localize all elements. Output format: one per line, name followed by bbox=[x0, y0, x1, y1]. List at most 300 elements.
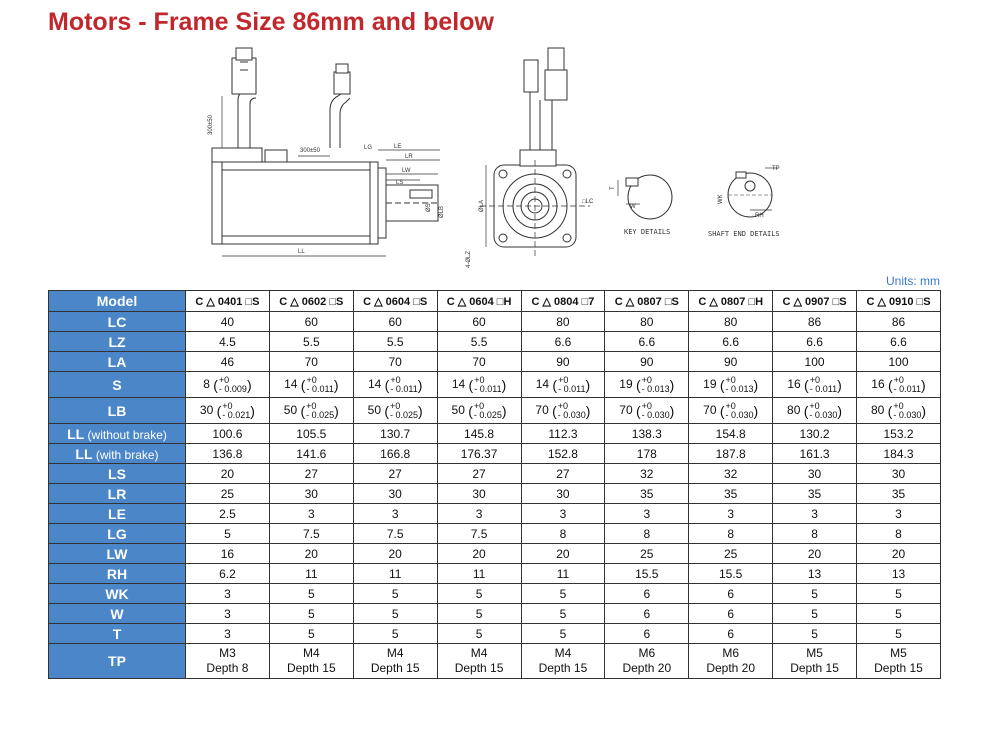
triangle-icon: △ bbox=[877, 295, 886, 308]
table-cell: 70 bbox=[269, 352, 353, 372]
table-cell: 8 bbox=[689, 524, 773, 544]
row-label-lz bbox=[49, 332, 186, 352]
table-cell: 6 bbox=[605, 604, 689, 624]
row-label-t bbox=[49, 624, 186, 644]
tolerance-upper: +0 bbox=[390, 400, 401, 411]
table-cell bbox=[521, 372, 605, 398]
row-label-text: LB bbox=[107, 402, 127, 419]
tolerance-lower: - 0.025 bbox=[390, 409, 419, 420]
tap-size: M5 bbox=[890, 646, 907, 660]
table-cell: 70 bbox=[353, 352, 437, 372]
table-cell: 20 bbox=[773, 544, 857, 564]
tap-size: M4 bbox=[386, 646, 404, 660]
ll-label: LL bbox=[298, 249, 305, 255]
close-paren: ) bbox=[585, 402, 591, 419]
row-label-text: T bbox=[112, 625, 122, 642]
table-cell: 46 bbox=[186, 352, 270, 372]
key-details-drawing bbox=[618, 175, 672, 219]
row-label-lc bbox=[49, 312, 186, 332]
table-cell bbox=[689, 372, 773, 398]
table-row bbox=[49, 624, 941, 644]
table-cell bbox=[437, 644, 521, 679]
tolerance bbox=[474, 376, 501, 394]
row-label-text: LL bbox=[75, 445, 93, 462]
table-cell: 8 bbox=[521, 524, 605, 544]
close-paren: ) bbox=[921, 402, 927, 419]
table-cell: 153.2 bbox=[857, 424, 941, 444]
row-label-text: LC bbox=[107, 313, 127, 330]
w-key-label: W bbox=[630, 204, 636, 210]
row-label-ll bbox=[49, 424, 186, 444]
table-cell: 100 bbox=[773, 352, 857, 372]
tolerance-upper: +0 bbox=[725, 400, 736, 411]
table-cell: 13 bbox=[773, 564, 857, 584]
model-suffix: H bbox=[503, 295, 512, 308]
model-code: 0602 bbox=[298, 295, 330, 308]
tolerance-upper: +0 bbox=[306, 374, 317, 385]
model-prefix: C bbox=[446, 295, 458, 308]
model-code: 0604 bbox=[466, 295, 497, 308]
motor-front-view bbox=[480, 48, 590, 256]
table-cell: 5 bbox=[773, 624, 857, 644]
close-paren: ) bbox=[333, 376, 339, 393]
model-prefix: C bbox=[279, 295, 291, 308]
table-cell bbox=[605, 644, 689, 679]
table-cell bbox=[353, 372, 437, 398]
close-paren: ) bbox=[669, 402, 675, 419]
table-cell bbox=[773, 644, 857, 679]
triangle-icon: △ bbox=[290, 295, 299, 308]
table-cell: 145.8 bbox=[437, 424, 521, 444]
tolerance-lower: - 0.030 bbox=[809, 409, 838, 420]
table-cell: 80 bbox=[605, 312, 689, 332]
tolerance-lower: - 0.013 bbox=[725, 383, 754, 394]
table-cell: 30 bbox=[437, 484, 521, 504]
s-label: ØS bbox=[426, 203, 432, 212]
table-cell: 40 bbox=[186, 312, 270, 332]
box-icon: □ bbox=[664, 295, 672, 308]
model-cell bbox=[689, 291, 773, 312]
open-paren: ( bbox=[468, 402, 473, 419]
row-label-lr bbox=[49, 484, 186, 504]
table-cell: 30 bbox=[269, 484, 353, 504]
tolerance bbox=[222, 402, 250, 420]
table-cell: 5 bbox=[521, 584, 605, 604]
table-cell: 5 bbox=[773, 604, 857, 624]
table-cell: 15.5 bbox=[605, 564, 689, 584]
table-cell: 6 bbox=[689, 624, 773, 644]
table-row bbox=[49, 372, 941, 398]
model-prefix: C bbox=[866, 295, 878, 308]
model-cell bbox=[437, 291, 521, 312]
table-cell: 25 bbox=[186, 484, 270, 504]
open-paren: ( bbox=[552, 376, 558, 393]
tap-depth: Depth 20 bbox=[706, 661, 756, 675]
table-cell: 3 bbox=[186, 624, 270, 644]
tolerance-upper: +0 bbox=[809, 374, 820, 385]
table-row bbox=[49, 444, 941, 464]
cell-value: 19 bbox=[703, 376, 720, 391]
table-cell bbox=[437, 372, 521, 398]
table-cell: 15.5 bbox=[689, 564, 773, 584]
table-cell: 3 bbox=[773, 504, 857, 524]
row-label-text: LZ bbox=[108, 333, 126, 350]
table-cell: 11 bbox=[437, 564, 521, 584]
table-cell: 136.8 bbox=[186, 444, 270, 464]
tolerance-upper: +0 bbox=[893, 400, 904, 411]
le-label: LE bbox=[394, 144, 402, 150]
table-cell: 152.8 bbox=[521, 444, 605, 464]
box-icon: □ bbox=[916, 295, 924, 308]
open-paren: ( bbox=[803, 402, 809, 419]
row-label-text: S bbox=[112, 376, 122, 393]
tolerance bbox=[726, 376, 754, 394]
close-paren: ) bbox=[501, 402, 507, 419]
header-model-label: Model bbox=[49, 291, 186, 312]
table-cell: 60 bbox=[269, 312, 353, 332]
open-paren: ( bbox=[213, 376, 218, 393]
triangle-icon: △ bbox=[542, 295, 551, 308]
wk-label: WK bbox=[718, 194, 724, 204]
table-cell bbox=[773, 398, 857, 424]
tap-size: M3 bbox=[219, 646, 236, 660]
table-cell: 90 bbox=[521, 352, 605, 372]
row-label-lw bbox=[49, 544, 186, 564]
table-cell: 5 bbox=[437, 624, 521, 644]
table-cell: 30 bbox=[857, 464, 941, 484]
tolerance-upper: +0 bbox=[306, 400, 317, 411]
table-cell: 7.5 bbox=[269, 524, 353, 544]
tolerance-upper: +0 bbox=[473, 400, 485, 411]
table-row bbox=[49, 504, 941, 524]
model-cell bbox=[605, 291, 689, 312]
open-paren: ( bbox=[216, 402, 222, 419]
tolerance-upper: +0 bbox=[557, 400, 569, 411]
cell-value: 50 bbox=[367, 402, 385, 417]
row-label-s bbox=[49, 372, 186, 398]
model-code: 0804 bbox=[550, 295, 582, 308]
table-cell: 25 bbox=[689, 544, 773, 564]
table-cell: 5 bbox=[353, 604, 437, 624]
table-cell: 161.3 bbox=[773, 444, 857, 464]
table-cell: 2.5 bbox=[186, 504, 270, 524]
row-label-lb bbox=[49, 398, 186, 424]
tolerance bbox=[809, 402, 837, 420]
model-code: 0401 bbox=[214, 295, 246, 308]
tolerance-lower: - 0.011 bbox=[474, 383, 502, 394]
table-cell: 5.5 bbox=[269, 332, 353, 352]
model-prefix: C bbox=[782, 295, 794, 308]
triangle-icon: △ bbox=[709, 295, 718, 308]
tolerance-upper: +0 bbox=[809, 400, 820, 411]
table-cell: 27 bbox=[521, 464, 605, 484]
table-cell: 25 bbox=[605, 544, 689, 564]
close-paren: ) bbox=[753, 376, 759, 393]
model-suffix: S bbox=[336, 295, 344, 308]
open-paren: ( bbox=[384, 376, 390, 393]
row-label-text: LA bbox=[107, 353, 127, 370]
model-suffix: S bbox=[671, 295, 679, 308]
tolerance-upper: +0 bbox=[641, 374, 652, 385]
table-cell: 176.37 bbox=[437, 444, 521, 464]
model-code: 0910 bbox=[885, 295, 917, 308]
row-label-wk bbox=[49, 584, 186, 604]
lw-label: LW bbox=[402, 168, 411, 174]
table-cell: 32 bbox=[689, 464, 773, 484]
table-cell: 70 bbox=[437, 352, 521, 372]
table-cell bbox=[857, 398, 941, 424]
table-cell bbox=[186, 372, 270, 398]
table-cell: 5 bbox=[857, 604, 941, 624]
table-cell bbox=[857, 644, 941, 679]
table-cell bbox=[269, 398, 353, 424]
row-label-text: LS bbox=[108, 465, 126, 482]
table-cell: 6.6 bbox=[773, 332, 857, 352]
table-cell: 5 bbox=[353, 584, 437, 604]
row-label-lg bbox=[49, 524, 186, 544]
tolerance-lower: - 0.011 bbox=[809, 383, 838, 394]
table-cell: 5 bbox=[269, 604, 353, 624]
table-cell: 30 bbox=[773, 464, 857, 484]
model-suffix: S bbox=[839, 295, 847, 308]
t-key-label: T bbox=[610, 186, 616, 190]
open-paren: ( bbox=[300, 402, 306, 419]
lr-label: LR bbox=[405, 154, 413, 160]
tolerance-upper: +0 bbox=[222, 400, 233, 411]
row-label-text: LL bbox=[67, 425, 85, 442]
open-paren: ( bbox=[635, 376, 641, 393]
close-paren: ) bbox=[669, 376, 675, 393]
close-paren: ) bbox=[501, 376, 507, 393]
tolerance-lower: - 0.009 bbox=[218, 383, 247, 394]
motor-dimension-drawings bbox=[0, 40, 1000, 275]
table-cell bbox=[773, 372, 857, 398]
table-cell: 90 bbox=[689, 352, 773, 372]
rh-label: RH bbox=[755, 213, 764, 219]
row-label-ls bbox=[49, 464, 186, 484]
model-suffix: S bbox=[252, 295, 260, 308]
table-cell bbox=[269, 372, 353, 398]
open-paren: ( bbox=[804, 376, 809, 393]
table-cell bbox=[605, 398, 689, 424]
tolerance-lower: - 0.011 bbox=[893, 383, 922, 394]
tolerance-upper: +0 bbox=[558, 374, 569, 385]
table-cell: 7.5 bbox=[437, 524, 521, 544]
shaft-end-details-drawing bbox=[728, 168, 778, 217]
open-paren: ( bbox=[887, 402, 893, 419]
open-paren: ( bbox=[635, 402, 641, 419]
model-cell bbox=[857, 291, 941, 312]
tolerance bbox=[893, 402, 921, 420]
table-cell bbox=[689, 644, 773, 679]
table-row bbox=[49, 398, 941, 424]
table-cell: 3 bbox=[186, 584, 270, 604]
tap-depth: Depth 15 bbox=[286, 661, 336, 675]
table-cell: 8 bbox=[605, 524, 689, 544]
table-cell: 112.3 bbox=[521, 424, 605, 444]
cell-value: 8 bbox=[203, 376, 214, 391]
cell-value: 16 bbox=[871, 376, 888, 391]
table-cell: 32 bbox=[605, 464, 689, 484]
table-cell: 20 bbox=[521, 544, 605, 564]
cell-value: 30 bbox=[199, 402, 217, 417]
table-cell: 11 bbox=[521, 564, 605, 584]
tolerance-lower: - 0.011 bbox=[306, 383, 334, 394]
model-prefix: C bbox=[698, 295, 710, 308]
table-row bbox=[49, 564, 941, 584]
tap-size: M4 bbox=[554, 646, 572, 660]
table-cell: 80 bbox=[689, 312, 773, 332]
table-cell bbox=[521, 398, 605, 424]
open-paren: ( bbox=[719, 376, 725, 393]
cell-value: 19 bbox=[619, 376, 636, 391]
table-cell: 141.6 bbox=[269, 444, 353, 464]
table-cell: 100 bbox=[857, 352, 941, 372]
table-cell: 20 bbox=[857, 544, 941, 564]
tolerance bbox=[726, 402, 754, 420]
table-cell: 3 bbox=[437, 504, 521, 524]
tp-drawing-label: TP bbox=[772, 166, 780, 172]
tap-size: M4 bbox=[470, 646, 488, 660]
table-cell bbox=[353, 398, 437, 424]
tolerance-upper: +0 bbox=[390, 374, 401, 385]
tap-depth: Depth 15 bbox=[370, 661, 420, 675]
table-cell: 5 bbox=[773, 584, 857, 604]
table-cell: 6 bbox=[605, 584, 689, 604]
tolerance-upper: +0 bbox=[641, 400, 652, 411]
ls-label: LS bbox=[396, 180, 404, 186]
tolerance bbox=[558, 402, 586, 420]
table-cell: 5 bbox=[437, 604, 521, 624]
box-icon: □ bbox=[748, 295, 756, 308]
table-cell: 3 bbox=[521, 504, 605, 524]
tolerance-upper: +0 bbox=[893, 374, 904, 385]
box-icon: □ bbox=[832, 295, 840, 308]
table-cell: 20 bbox=[269, 544, 353, 564]
tap-size: M4 bbox=[302, 646, 320, 660]
table-cell: 184.3 bbox=[857, 444, 941, 464]
table-cell: 20 bbox=[353, 544, 437, 564]
page-title: Motors - Frame Size 86mm and below bbox=[48, 8, 494, 36]
table-cell: 130.2 bbox=[773, 424, 857, 444]
table-cell bbox=[689, 398, 773, 424]
model-prefix: C bbox=[614, 295, 626, 308]
open-paren: ( bbox=[468, 376, 474, 393]
table-cell: 5 bbox=[521, 624, 605, 644]
table-cell bbox=[521, 644, 605, 679]
table-cell: 35 bbox=[605, 484, 689, 504]
model-code: 0907 bbox=[802, 295, 833, 308]
row-label-tp bbox=[49, 644, 186, 679]
close-paren: ) bbox=[585, 376, 591, 393]
open-paren: ( bbox=[552, 402, 557, 419]
row-label-text: LR bbox=[107, 485, 127, 502]
table-cell bbox=[186, 644, 270, 679]
table-cell: 5 bbox=[521, 604, 605, 624]
table-cell: 6.6 bbox=[605, 332, 689, 352]
model-suffix: S bbox=[923, 295, 931, 308]
table-cell: 30 bbox=[521, 484, 605, 504]
tap-depth: Depth 15 bbox=[454, 661, 504, 675]
tolerance bbox=[810, 376, 837, 394]
table-cell: 3 bbox=[353, 504, 437, 524]
close-paren: ) bbox=[921, 376, 926, 393]
table-cell: 5 bbox=[857, 624, 941, 644]
table-cell bbox=[186, 398, 270, 424]
row-label-text: LE bbox=[108, 505, 126, 522]
close-paren: ) bbox=[334, 402, 339, 419]
cell-value: 70 bbox=[703, 402, 720, 417]
table-row bbox=[49, 604, 941, 624]
open-paren: ( bbox=[300, 376, 306, 393]
table-row bbox=[49, 584, 941, 604]
tolerance-lower: - 0.030 bbox=[725, 409, 754, 420]
table-row bbox=[49, 424, 941, 444]
triangle-icon: △ bbox=[374, 295, 383, 308]
close-paren: ) bbox=[418, 402, 423, 419]
cell-value: 14 bbox=[367, 376, 385, 391]
row-label-text: W bbox=[110, 605, 124, 622]
table-row bbox=[49, 332, 941, 352]
row-label-sub: (without brake) bbox=[84, 427, 167, 442]
close-paren: ) bbox=[837, 376, 842, 393]
table-cell: 5 bbox=[186, 524, 270, 544]
cell-value: 14 bbox=[535, 376, 553, 391]
table-cell bbox=[269, 644, 353, 679]
table-row bbox=[49, 544, 941, 564]
table-cell: 3 bbox=[186, 604, 270, 624]
close-paren: ) bbox=[250, 402, 255, 419]
tolerance bbox=[642, 402, 670, 420]
table-cell: 8 bbox=[857, 524, 941, 544]
row-label-text: WK bbox=[105, 585, 129, 602]
cell-value: 14 bbox=[284, 376, 301, 391]
row-label-le bbox=[49, 504, 186, 524]
table-cell: 27 bbox=[269, 464, 353, 484]
model-code: 0807 bbox=[717, 295, 749, 308]
model-suffix: H bbox=[755, 295, 764, 308]
tolerance bbox=[306, 376, 333, 394]
tolerance bbox=[474, 402, 502, 420]
table-cell: 35 bbox=[857, 484, 941, 504]
table-cell: 178 bbox=[605, 444, 689, 464]
table-cell: 5.5 bbox=[437, 332, 521, 352]
table-cell: 16 bbox=[186, 544, 270, 564]
cell-value: 70 bbox=[619, 402, 636, 417]
table-cell: 27 bbox=[437, 464, 521, 484]
tolerance-upper: +0 bbox=[218, 374, 230, 385]
close-paren: ) bbox=[753, 402, 759, 419]
table-cell bbox=[353, 644, 437, 679]
tolerance-lower: - 0.013 bbox=[641, 383, 670, 394]
close-paren: ) bbox=[837, 402, 843, 419]
model-code: 0604 bbox=[382, 295, 414, 308]
row-label-text: TP bbox=[108, 652, 126, 669]
motor-dimension-table bbox=[48, 290, 941, 679]
table-cell: 11 bbox=[269, 564, 353, 584]
close-paren: ) bbox=[417, 376, 423, 393]
tolerance bbox=[219, 376, 247, 394]
row-label-text: RH bbox=[106, 565, 128, 582]
table-cell bbox=[857, 372, 941, 398]
table-cell: 11 bbox=[353, 564, 437, 584]
model-prefix: C bbox=[531, 295, 543, 308]
table-cell: 90 bbox=[605, 352, 689, 372]
table-cell: 80 bbox=[521, 312, 605, 332]
table-cell: 4.5 bbox=[186, 332, 270, 352]
cell-value: 80 bbox=[787, 402, 804, 417]
table-cell: 86 bbox=[857, 312, 941, 332]
